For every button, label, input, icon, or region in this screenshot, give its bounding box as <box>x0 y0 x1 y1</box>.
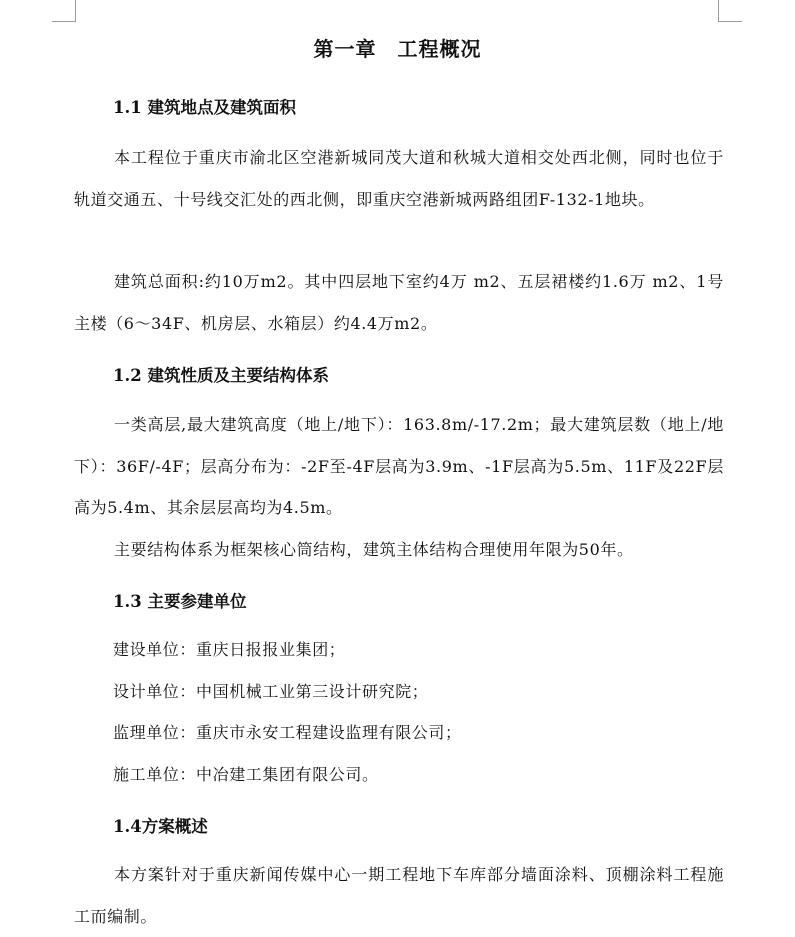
paragraph-structure: 主要结构体系为框架核心筒结构，建筑主体结构合理使用年限为50年。 <box>114 540 634 559</box>
unit-supervisor: 监理单位：重庆市永安工程建设监理有限公司； <box>113 723 462 742</box>
unit-owner: 建设单位：重庆日报报业集团； <box>113 640 346 659</box>
section-heading-1-4: 1.4方案概述 <box>113 817 208 836</box>
paragraph-area: 建筑总面积:约10万m2。其中四层地下室约4万 m2、五层裙楼约1.6万 m2、1号主楼（6～34F、机房层、水箱层）约4.4万m2。 <box>74 272 724 333</box>
section-heading-1-3: 1.3 主要参建单位 <box>113 592 247 611</box>
paragraph-height: 一类高层,最大建筑高度（地上/地下）：163.8m/-17.2m；最大建筑层数（地上/地下）：36F/-4F；层高分布为：-2F至-4F层高为3.9m、-1F层高为5.5m、11F及22F层高为5.4m、其余层层高均为4.5m。 <box>74 415 724 517</box>
paragraph-location: 本工程位于重庆市渝北区空港新城同茂大道和秋城大道相交处西北侧，同时也位于轨道交通五、十号线交汇处的西北侧，即重庆空港新城两路组团F-132-1地块。 <box>74 148 724 209</box>
section-heading-1-2: 1.2 建筑性质及主要结构体系 <box>113 366 329 385</box>
chapter-title: 第一章 工程概况 <box>313 37 482 61</box>
unit-contractor: 施工单位：中冶建工集团有限公司。 <box>113 765 379 784</box>
unit-designer: 设计单位：中国机械工业第三设计研究院； <box>113 682 429 701</box>
section-heading-1-1: 1.1 建筑地点及建筑面积 <box>113 98 296 117</box>
paragraph-scheme: 本方案针对于重庆新闻传媒中心一期工程地下车库部分墙面涂料、顶棚涂料工程施工而编制。 <box>74 865 724 926</box>
